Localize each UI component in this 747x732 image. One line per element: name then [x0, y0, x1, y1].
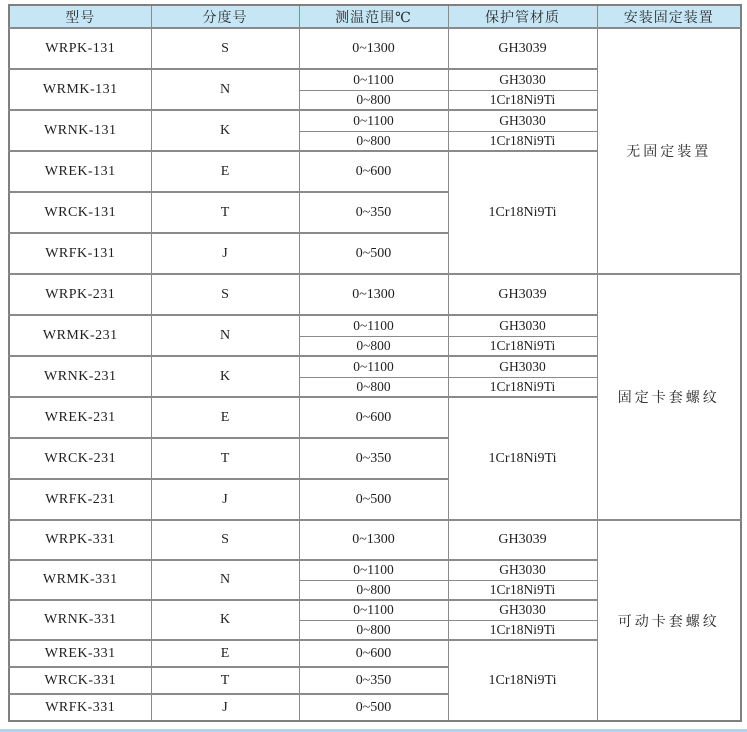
graduation-cell: J — [151, 479, 299, 520]
material-cell: GH3039 — [448, 520, 597, 560]
header-row — [9, 5, 741, 28]
material-cell: 1Cr18Ni9Ti — [448, 620, 597, 640]
temp-range-cell: 0~1300 — [299, 274, 448, 315]
temp-range-cell: 0~1100 — [299, 560, 448, 580]
material-cell: 1Cr18Ni9Ti — [448, 580, 597, 600]
graduation-cell: J — [151, 694, 299, 721]
model-cell: WRFK-231 — [9, 479, 151, 520]
temp-range-cell: 0~800 — [299, 620, 448, 640]
header-model: 型号 — [9, 5, 151, 28]
material-cell: GH3030 — [448, 110, 597, 131]
model-cell: WRCK-231 — [9, 438, 151, 479]
model-cell: WRPK-131 — [9, 28, 151, 69]
temp-range-cell: 0~600 — [299, 640, 448, 667]
material-cell: 1Cr18Ni9Ti — [448, 397, 597, 520]
model-cell: WREK-331 — [9, 640, 151, 667]
table-row — [9, 28, 741, 69]
material-cell: 1Cr18Ni9Ti — [448, 90, 597, 110]
model-cell: WREK-131 — [9, 151, 151, 192]
temp-range-cell: 0~800 — [299, 377, 448, 397]
model-cell: WRMK-231 — [9, 315, 151, 356]
graduation-cell: K — [151, 356, 299, 397]
temp-range-cell: 0~350 — [299, 192, 448, 233]
model-cell: WRNK-231 — [9, 356, 151, 397]
header-tube-material: 保护管材质 — [448, 5, 597, 28]
material-cell: GH3039 — [448, 274, 597, 315]
graduation-cell: N — [151, 69, 299, 110]
material-cell: GH3030 — [448, 600, 597, 620]
model-cell: WRFK-131 — [9, 233, 151, 274]
material-cell: 1Cr18Ni9Ti — [448, 131, 597, 151]
graduation-cell: J — [151, 233, 299, 274]
temp-range-cell: 0~350 — [299, 438, 448, 479]
model-cell: WRPK-231 — [9, 274, 151, 315]
model-cell: WRMK-331 — [9, 560, 151, 600]
graduation-cell: E — [151, 640, 299, 667]
model-cell: WRPK-331 — [9, 520, 151, 560]
thermocouple-spec-table — [8, 4, 742, 722]
table-row — [9, 274, 741, 315]
temp-range-cell: 0~800 — [299, 580, 448, 600]
graduation-cell: S — [151, 274, 299, 315]
temp-range-cell: 0~600 — [299, 151, 448, 192]
graduation-cell: E — [151, 151, 299, 192]
material-cell: GH3039 — [448, 28, 597, 69]
model-cell: WRNK-131 — [9, 110, 151, 151]
graduation-cell: N — [151, 560, 299, 600]
temp-range-cell: 0~1100 — [299, 110, 448, 131]
mounting-cell: 可动卡套螺纹 — [597, 520, 741, 721]
graduation-cell: S — [151, 520, 299, 560]
temp-range-cell: 0~800 — [299, 90, 448, 110]
temp-range-cell: 0~800 — [299, 336, 448, 356]
graduation-cell: N — [151, 315, 299, 356]
temp-range-cell: 0~1100 — [299, 69, 448, 90]
temp-range-cell: 0~350 — [299, 667, 448, 694]
temp-range-cell: 0~1100 — [299, 356, 448, 377]
model-cell: WREK-231 — [9, 397, 151, 438]
temp-range-cell: 0~1100 — [299, 600, 448, 620]
table-row — [9, 520, 741, 560]
temp-range-cell: 0~500 — [299, 233, 448, 274]
graduation-cell: E — [151, 397, 299, 438]
temp-range-cell: 0~800 — [299, 131, 448, 151]
temp-range-cell: 0~600 — [299, 397, 448, 438]
mounting-cell: 固定卡套螺纹 — [597, 274, 741, 520]
material-cell: 1Cr18Ni9Ti — [448, 151, 597, 274]
graduation-cell: T — [151, 192, 299, 233]
header-mounting: 安装固定装置 — [597, 5, 741, 28]
model-cell: WRFK-331 — [9, 694, 151, 721]
material-cell: GH3030 — [448, 315, 597, 336]
material-cell: 1Cr18Ni9Ti — [448, 640, 597, 721]
graduation-cell: K — [151, 110, 299, 151]
material-cell: 1Cr18Ni9Ti — [448, 377, 597, 397]
model-cell: WRCK-131 — [9, 192, 151, 233]
temp-range-cell: 0~1300 — [299, 520, 448, 560]
model-cell: WRNK-331 — [9, 600, 151, 640]
graduation-cell: S — [151, 28, 299, 69]
model-cell: WRMK-131 — [9, 69, 151, 110]
model-cell: WRCK-331 — [9, 667, 151, 694]
graduation-cell: T — [151, 667, 299, 694]
temp-range-cell: 0~1100 — [299, 315, 448, 336]
header-temp-range: 测温范围℃ — [299, 5, 448, 28]
material-cell: GH3030 — [448, 356, 597, 377]
material-cell: GH3030 — [448, 69, 597, 90]
temp-range-cell: 0~500 — [299, 479, 448, 520]
graduation-cell: K — [151, 600, 299, 640]
temp-range-cell: 0~500 — [299, 694, 448, 721]
material-cell: 1Cr18Ni9Ti — [448, 336, 597, 356]
header-graduation: 分度号 — [151, 5, 299, 28]
temp-range-cell: 0~1300 — [299, 28, 448, 69]
graduation-cell: T — [151, 438, 299, 479]
mounting-cell: 无固定装置 — [597, 28, 741, 274]
material-cell: GH3030 — [448, 560, 597, 580]
